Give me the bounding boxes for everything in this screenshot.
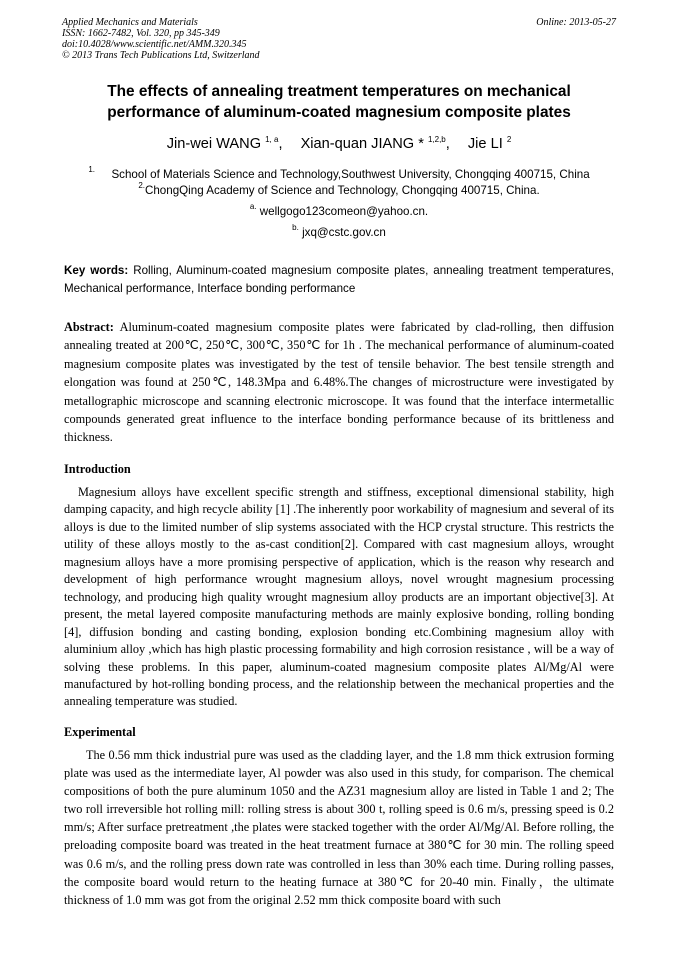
doi-line: doi:10.4028/www.scientific.net/AMM.320.345 bbox=[62, 39, 247, 50]
email-address[interactable]: jxq@cstc.gov.cn bbox=[302, 226, 386, 239]
author-affiliation-mark: 1, a bbox=[265, 135, 279, 144]
affiliation-1 bbox=[40, 167, 638, 183]
journal-header bbox=[62, 17, 260, 61]
keywords-label: Key words: bbox=[64, 264, 129, 277]
abstract-text: Aluminum-coated magnesium composite plates were fabricated by clad-rolling, then diffusion annealing treated at 200℃, 250℃, 300℃, 350℃ for 1h . The mechanical performance of aluminum-coated magnesium composite plates was investigated by the test of tensile behavior. The best tensile strength and elongation was found at 250℃, 148.3Mpa and 6.48%.The changes of microstructure were investigated by metallographic microscope and scanning electronic microscope. It was found that the interface intermetallic compounds generated great influence to the interface bonding performance because of its brittleness and thickness. bbox=[64, 320, 614, 445]
experimental-paragraph: The 0.56 mm thick industrial pure was used as the cladding layer, and the 1.8 mm thick extrusion forming plate was used as the intermediate layer, Al powder was also used in this study, for comparison. The chemical compositions of both the pure aluminum 1050 and the AZ31 magnesium alloy are listed in Table 1 and 2; The two roll irreversible hot rolling mill: rolling stress is about 300 t, rolling speed is 0.6 m/s, pressing speed is 0.2 mm/s; After surface pretreatment ,the plates were stacked together with the order Al/Mg/Al. Before rolling, the preloading composite board was treated in the heat treatment furnace at 380℃ for 30 min. The rolling speed was 0.6 m/s, and the rolling press down rate was controlled in less than 30% each time. During rolling passes, the composite board would return to the heating furnace at 380℃ for 20-40 min. Finally，the ultimate thickness of 1.0 mm was got from the original 2.52 mm thick composite board with such bbox=[64, 748, 614, 907]
email-mark: a. bbox=[249, 202, 257, 211]
title-line-2: performance of aluminum-coated magnesium composite plates bbox=[107, 104, 571, 121]
keywords bbox=[64, 262, 614, 298]
abstract-label: Abstract: bbox=[64, 320, 114, 334]
introduction-paragraph: Magnesium alloys have excellent specific strength and stiffness, exceptional dimensional stability, high damping capacity, and high recycle ability [1] .The inherently poor workability of magnesium and several of its alloys is due to the limited number of slip systems associated with the HCP crystal structure. This restricts the utility of these alloys mostly to the as-cast condition[2]. Compared with cast magnesium alloys, wrought magnesium alloys have a more promising perspective of application, which is the reason why research and development of high performance wrought magnesium alloys, novel wrought magnesium processing technology, and producing high quality wrought magnesium alloy products are an important objective[3]. At present, the metal layered composite manufacturing methods are mainly explosive bonding, rolling bonding [4], diffusion bonding and casting bonding, explosion bonding etc.Combining magnesium alloy with aluminium alloy ,which has high plastic processing formability and high corrosion resistance , will be a way of solving these problems. In this paper, aluminum-coated magnesium composite plates Al/Mg/Al were manufactured by hot-rolling bonding process, and the relationship between the mechanical properties and the annealing temperature was studied. bbox=[64, 485, 614, 709]
title-line-1: The effects of annealing treatment temperatures on mechanical bbox=[107, 83, 571, 100]
email-a bbox=[40, 204, 638, 220]
copyright-line: © 2013 Trans Tech Publications Ltd, Switzerland bbox=[62, 50, 260, 61]
issn-line: ISSN: 1662-7482, Vol. 320, pp 345-349 bbox=[62, 28, 220, 39]
affiliation-2 bbox=[40, 183, 638, 199]
abstract bbox=[64, 318, 614, 447]
author-list bbox=[40, 134, 638, 154]
author-name: Jin-wei WANG bbox=[166, 136, 262, 152]
keywords-text: Rolling, Aluminum-coated magnesium composite plates, annealing treatment temperatures, Mechanical performance, Interface bonding performance bbox=[64, 264, 614, 295]
journal-name: Applied Mechanics and Materials bbox=[62, 17, 198, 28]
author-affiliation-mark: 2 bbox=[506, 135, 512, 144]
section-heading-experimental: Experimental bbox=[64, 725, 136, 739]
email-mark: b. bbox=[292, 223, 299, 232]
paper-title bbox=[40, 81, 638, 123]
author-separator: , bbox=[278, 136, 283, 152]
author-name: Jie LI bbox=[467, 136, 503, 152]
affiliation-mark: 2. bbox=[138, 181, 145, 190]
online-date: Online: 2013-05-27 bbox=[536, 17, 616, 28]
affiliation-mark: 1. bbox=[88, 165, 95, 174]
affiliation-text: School of Materials Science and Technology,Southwest University, Chongqing 400715, China bbox=[111, 168, 590, 181]
author-affiliation-mark: 1,2,b bbox=[427, 135, 446, 144]
section-heading-introduction: Introduction bbox=[64, 462, 131, 476]
author-separator: , bbox=[445, 136, 450, 152]
affiliation-text: ChongQing Academy of Science and Technology, Chongqing 400715, China. bbox=[144, 184, 540, 197]
email-address[interactable]: wellgogo123comeon@yahoo.cn. bbox=[259, 205, 429, 218]
author-name: Xian-quan JIANG * bbox=[300, 136, 424, 152]
email-b bbox=[40, 225, 638, 241]
